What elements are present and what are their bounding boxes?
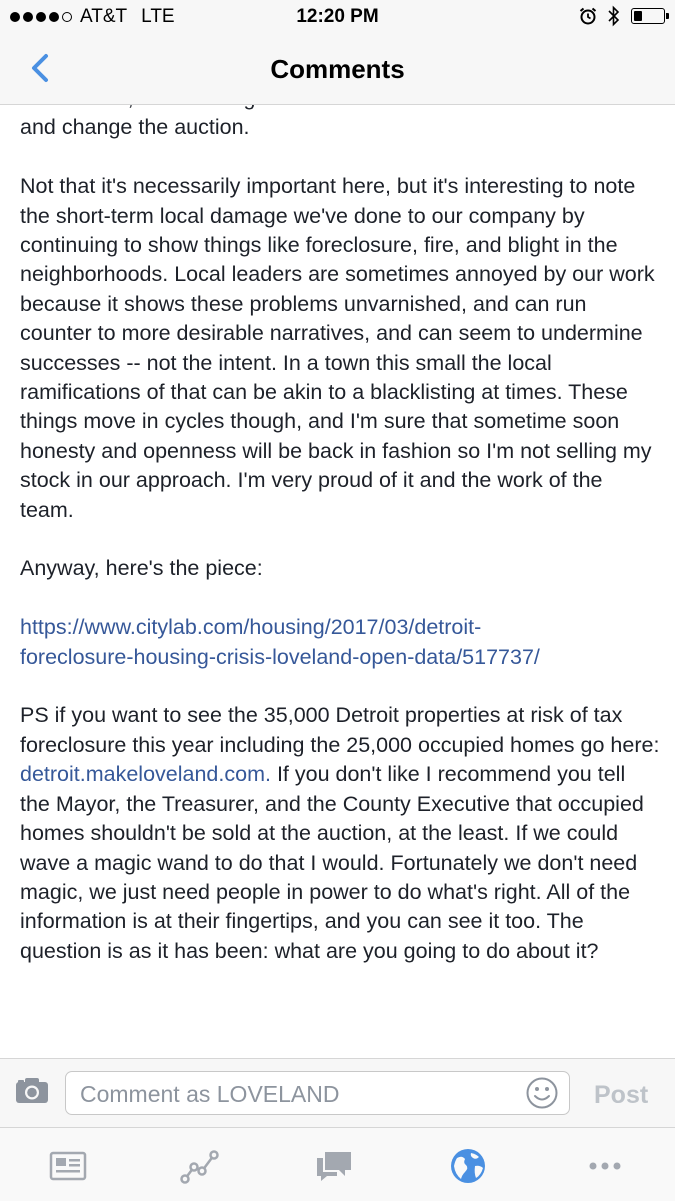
tab-bar: [0, 1127, 675, 1201]
paragraph-5-start: PS if you want to see the 35,000 Detroit properties at risk of tax foreclosure this year including the 25,000 occupied homes go here:: [20, 703, 660, 757]
bluetooth-icon: [607, 5, 621, 27]
comment-input-box[interactable]: [65, 1071, 570, 1115]
paragraph-5-rest: If you don't like I recommend you tell the Mayor, the Treasurer, and the County Executive that occupied homes shouldn't be sold at the auction, at the least. If we could wave a magic wand to do that I would. Fortunately we don't need magic, we just need people in power to do what's right. All of the information is at their fingertips, and you can see it too. The question is as it has been: what are you going to do about it?: [20, 762, 644, 963]
post-paragraph-5: [20, 701, 660, 966]
status-right: [579, 5, 665, 27]
article-link-line-1[interactable]: https://www.citylab.com/housing/2017/03/detroit-: [20, 615, 482, 640]
news-feed-icon[interactable]: [48, 1146, 88, 1186]
globe-icon[interactable]: [448, 1146, 488, 1186]
battery-icon: [631, 8, 665, 24]
post-body: [20, 80, 660, 996]
alarm-clock-icon: [579, 7, 597, 25]
comment-thread[interactable]: [0, 80, 675, 1058]
activity-chart-icon[interactable]: [180, 1146, 220, 1186]
post-paragraph-2: Not that it's necessarily important here, but it's interesting to note the short-term local damage we've done to our company by continuing to show things like foreclosure, fire, and blight in the neighborhoods. Local leaders are sometimes annoyed by our work because it shows these problems unvarnished, and can run counter to more desirable narratives, and can seem to undermine successes -- not the intent. In a town this small the local ramifications of that can be akin to a blacklisting at times. These things move in cycles though, and I'm sure that sometime soon honesty and openness will be back in fashion so I'm not selling my stock in our approach. I'm very proud of it and the work of the team.: [20, 174, 655, 522]
post-button[interactable]: Post: [594, 1081, 649, 1109]
comment-composer: [0, 1058, 675, 1127]
status-time: 12:20 PM: [296, 6, 379, 27]
more-dots-icon[interactable]: [585, 1146, 625, 1186]
carrier-label: AT&T: [80, 6, 128, 27]
navigation-bar: [0, 34, 675, 105]
camera-icon[interactable]: [14, 1075, 50, 1105]
post-paragraph-3: Anyway, here's the piece:: [20, 556, 263, 581]
comment-input[interactable]: [78, 1078, 512, 1110]
messages-icon[interactable]: [314, 1146, 354, 1186]
article-link-line-2[interactable]: foreclosure-housing-crisis-loveland-open-data/517737/: [20, 644, 540, 669]
paragraph-1-end: and change the auction.: [20, 115, 250, 140]
article-link[interactable]: [20, 613, 660, 672]
loveland-link[interactable]: detroit.makeloveland.com.: [20, 762, 271, 787]
smiley-icon[interactable]: [525, 1076, 559, 1110]
page-title: Comments: [270, 54, 405, 84]
status-bar: [0, 0, 675, 34]
network-label: LTE: [141, 6, 175, 27]
